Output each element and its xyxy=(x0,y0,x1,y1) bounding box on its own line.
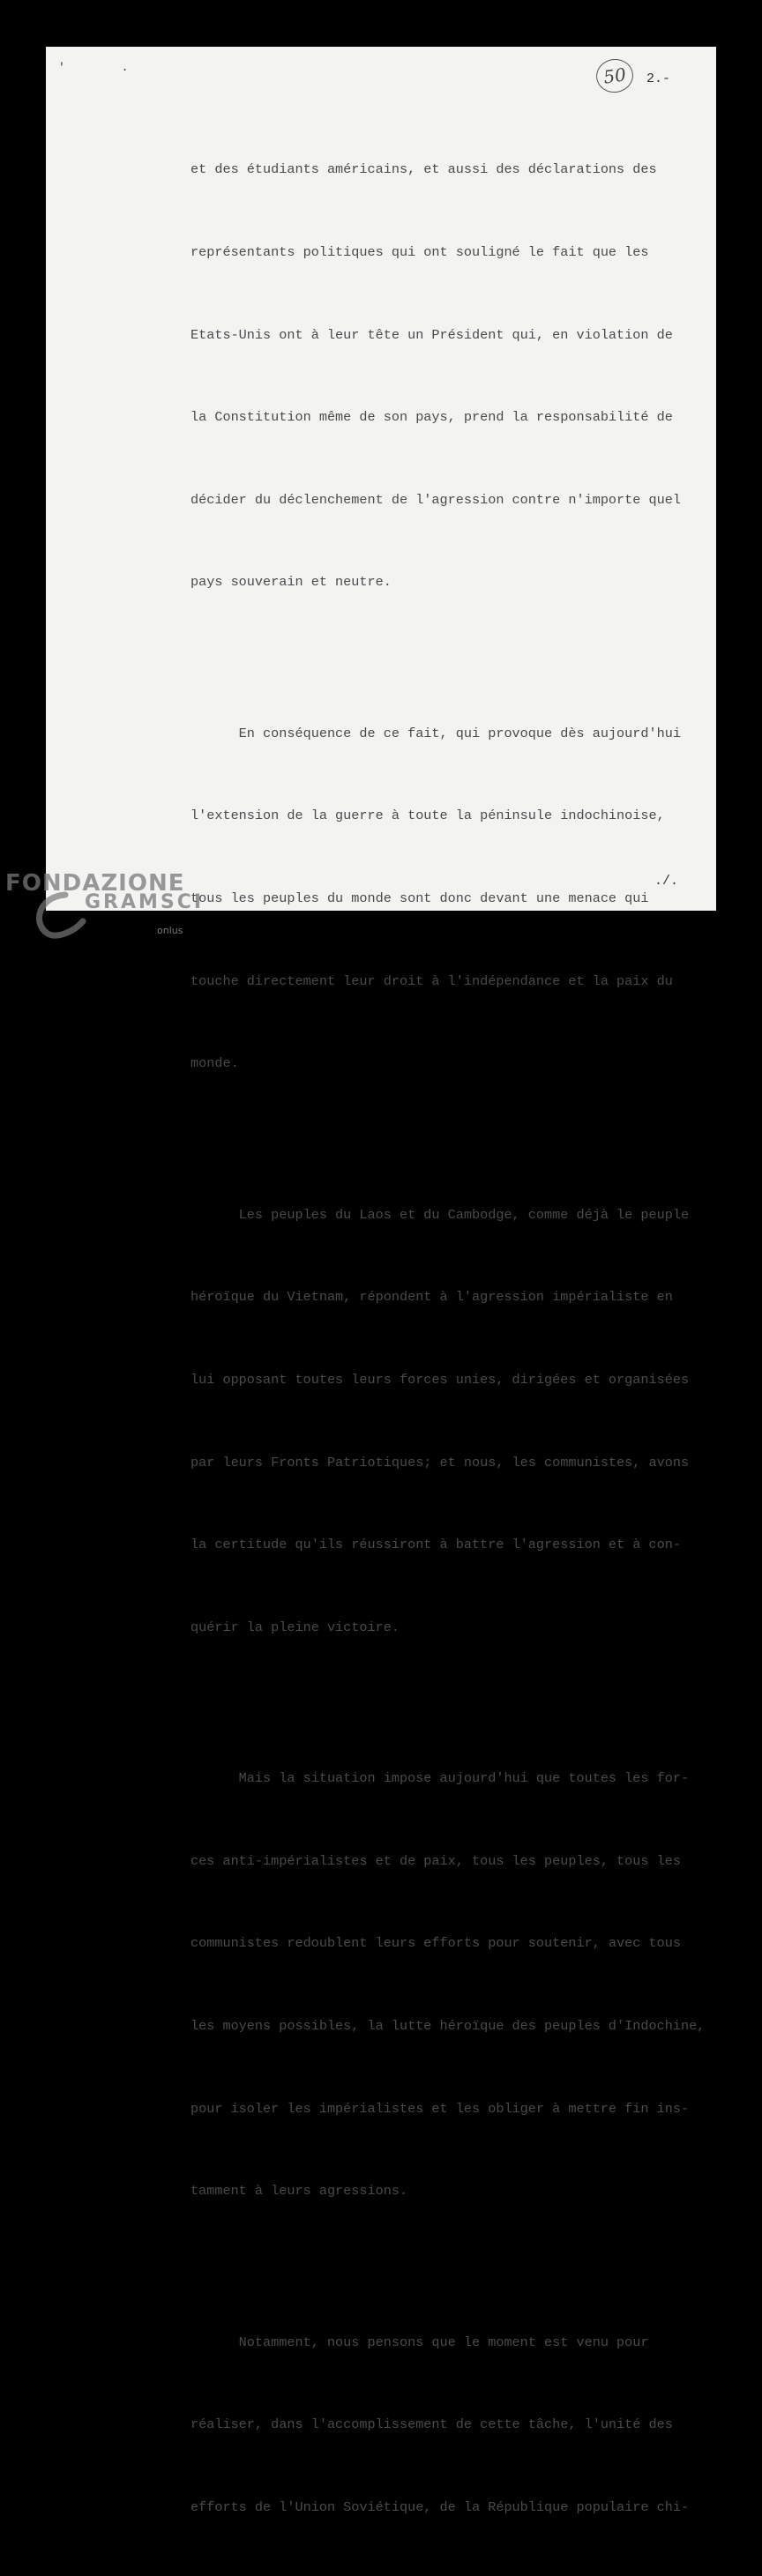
paragraph-4 xyxy=(190,1710,720,2260)
text-line: la Constitution même de son pays, prend la responsabilité de xyxy=(190,409,673,426)
paragraph-2 xyxy=(190,665,720,1132)
text-line: En conséquence de ce fait, qui provoque dès aujourd'hui xyxy=(190,725,681,741)
text-line: représentants politiques qui ont souligné le fait que les xyxy=(190,244,649,260)
text-line: communistes redoublent leurs efforts pour soutenir, avec tous xyxy=(190,1935,681,1952)
paragraph-5 xyxy=(190,2274,720,2576)
text-line: Les peuples du Laos et du Cambodge, comme déjà le peuple xyxy=(190,1206,690,1223)
fondazione-gramsci-logo xyxy=(4,868,205,948)
paragraph-1 xyxy=(190,101,720,651)
corner-marks: ' . xyxy=(58,61,153,74)
text-line: pour isoler les impérialistes et les obliger à mettre fin ins- xyxy=(190,2100,690,2117)
text-line: l'extension de la guerre à toute la péninsule indochinoise, xyxy=(190,808,665,824)
text-line: monde. xyxy=(190,1055,239,1072)
paragraph-3 xyxy=(190,1146,720,1696)
text-line: pays souverain et neutre. xyxy=(190,574,392,591)
text-line: efforts de l'Union Soviétique, de la République populaire chi- xyxy=(190,2498,690,2515)
logo-line-1: FONDAZIONE xyxy=(5,870,185,897)
text-line: quérir la pleine victoire. xyxy=(190,1619,400,1635)
text-line: tous les peuples du monde sont donc devant une menace qui xyxy=(190,890,649,907)
text-line: et des étudiants américains, et aussi des déclarations des xyxy=(190,161,657,178)
text-line: ces anti-impérialistes et de paix, tous les peuples, tous les xyxy=(190,1852,681,1869)
text-line: réaliser, dans l'accomplissement de cette tâche, l'unité des xyxy=(190,2416,673,2433)
text-line: tamment à leurs agressions. xyxy=(190,2183,408,2200)
archive-stamp: 50 xyxy=(594,56,636,94)
logo-suffix: onlus xyxy=(157,925,183,936)
text-line: Etats-Unis ont à leur tête un Président qui, en violation de xyxy=(190,326,673,343)
text-line: touche directement leur droit à l'indépendance et la paix du xyxy=(190,972,673,989)
logo-line-2: GRAMSCI xyxy=(85,891,205,913)
text-line: Notamment, nous pensons que le moment est venu pour xyxy=(190,2334,649,2350)
text-line: lui opposant toutes leurs forces unies, dirigées et organisées xyxy=(190,1371,690,1388)
page-number: 2.- xyxy=(646,71,671,86)
text-line: Mais la situation impose aujourd'hui que toutes les for- xyxy=(190,1770,690,1787)
text-line: par leurs Fronts Patriotiques; et nous, les communistes, avons xyxy=(190,1454,690,1470)
body-text xyxy=(190,101,720,2576)
text-line: les moyens possibles, la lutte héroïque des peuples d'Indochine, xyxy=(190,2018,706,2034)
text-line: la certitude qu'ils réussiront à battre l'agression et à con- xyxy=(190,1537,681,1553)
text-line: héroïque du Vietnam, répondent à l'agression impérialiste en xyxy=(190,1289,673,1306)
text-line: décider du déclenchement de l'agression contre n'importe quel xyxy=(190,491,681,508)
continuation-mark: ./. xyxy=(654,874,679,889)
